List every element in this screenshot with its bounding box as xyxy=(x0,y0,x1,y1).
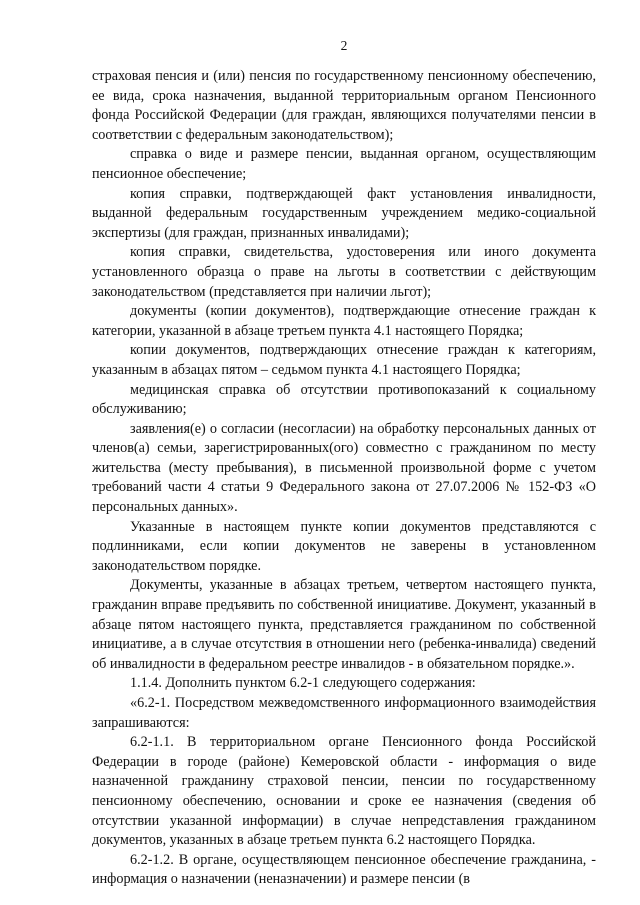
paragraph: 1.1.4. Дополнить пунктом 6.2-1 следующего содержания: xyxy=(130,675,476,692)
paragraph: копия справки, подтверждающей факт установления инвалидности, выданной федеральным государственным учреждением медико-социальной экспертизы (для граждан, признанных инвалидами); xyxy=(92,185,596,241)
paragraph: Указанные в настоящем пункте копии документов представляются с подлинниками, если копии документов не заверены в установленном законодательством порядке. xyxy=(92,518,596,574)
page-number: 2 xyxy=(340,38,348,53)
paragraph: справка о виде и размере пенсии, выданная органом, осуществляющим пенсионное обеспечение; xyxy=(92,146,596,182)
paragraph: 6.2-1.1. В территориальном органе Пенсионного фонда Российской Федерации в городе (районе) Кемеровской области - информация о виде назначенной гражданину страховой пенсии, пенсии по государственному пенсионному обеспечению, основании и сроке ее назначения (сведения об отсутствии указанной информации) в случае непредставления гражданином документов, указанных в абзаце третьем пункта 6.2 настоящего Порядка. xyxy=(92,734,596,849)
paragraph: 6.2-1.2. В органе, осуществляющем пенсионное обеспечение гражданина, - информация о назначении (неназначении) и размере пенсии (в xyxy=(92,851,596,888)
paragraph: копии документов, подтверждающих отнесение граждан к категориям, указанным в абзацах пятом – седьмом пункта 4.1 настоящего Порядка; xyxy=(92,342,596,378)
paragraph: «6.2-1. Посредством межведомственного информационного взаимодействия запрашиваются: xyxy=(92,695,596,731)
paragraph: заявления(е) о согласии (несогласии) на обработку персональных данных от членов(а) семьи, зарегистрированных(ого) совместно с гражданином по месту жительства (месту пребывания), в письменной произвольной форме с учетом требований части 4 статьи 9 Федерального закона от 27.07.2006 № 152-ФЗ «О персональных данных». xyxy=(92,420,596,516)
paragraph: копия справки, свидетельства, удостоверения или иного документа установленного образца о праве на льготы в соответствии с действующим законодательством (представляется при наличии льгот); xyxy=(92,244,596,300)
paragraph-continuation: страховая пенсия и (или) пенсия по государственному пенсионному обеспечению, ее вида, срока назначения, выданной территориальным органом Пенсионного фонда Российской Федерации (для граждан, являющихся получателями пенсии в соответствии с федеральным законодательством); xyxy=(92,68,596,143)
document-body xyxy=(92,67,596,890)
paragraph: документы (копии документов), подтверждающие отнесение граждан к категории, указанной в абзаце третьем пункта 4.1 настоящего Порядка; xyxy=(92,303,596,339)
paragraph: Документы, указанные в абзацах третьем, четвертом настоящего пункта, гражданин вправе предъявить по собственной инициативе. Документ, указанный в абзаце пятом настоящего пункта, представляется гражданином по собственной инициативе, а в случае отсутствия в отношении него (ребенка-инвалида) сведений об инвалидности в федеральном реестре инвалидов - в обязательном порядке.». xyxy=(92,577,596,672)
paragraph: медицинская справка об отсутствии противопоказаний к социальному обслуживанию; xyxy=(92,381,596,418)
